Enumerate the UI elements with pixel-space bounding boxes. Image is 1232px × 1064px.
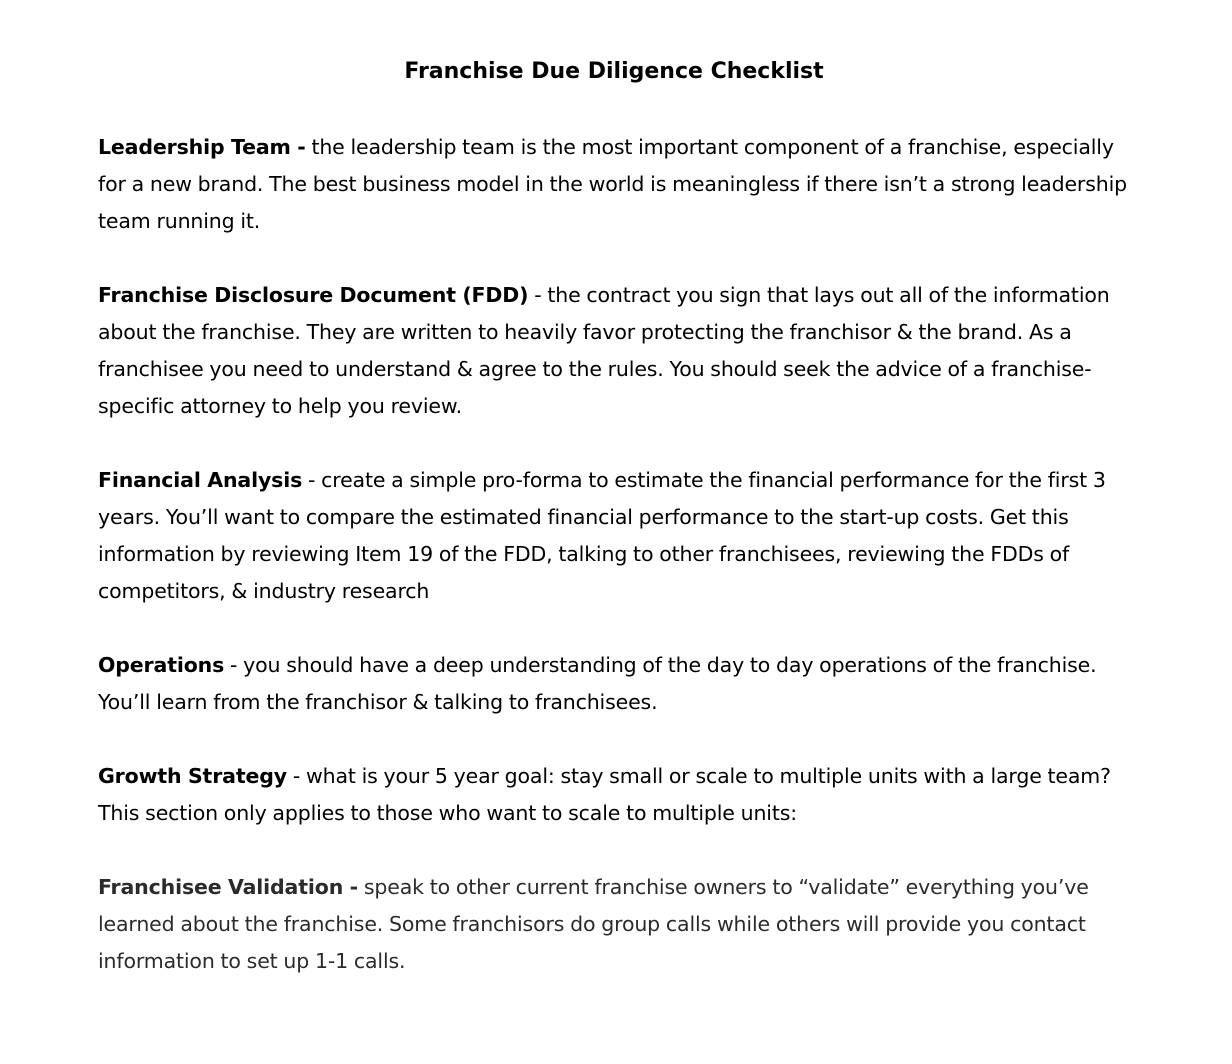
section-text: - what is your 5 year goal: stay small or scale to multiple units with a large team? This section only applies to those who want to scale to multiple units: — [98, 764, 1111, 825]
section-text: - create a simple pro-forma to estimate the financial performance for the first 3 years. You’ll want to compare the estimated financial performance to the start-up costs. Get this information by reviewing Item 19 of the FDD, talking to other franchisees, reviewing the FDDs of competitors, & industry research — [98, 468, 1106, 603]
section-label: Franchisee Validation - — [98, 875, 358, 899]
document-page — [98, 55, 1138, 980]
section-leadership-team — [98, 129, 1138, 240]
section-label: Operations — [98, 653, 225, 677]
section-text: - the contract you sign that lays out all of the information about the franchise. They are written to heavily favor protecting the franchisor & the brand. As a franchisee you need to understand & agree to the rules. You should seek the advice of a franchise-specific attorney to help you review. — [98, 283, 1110, 418]
spacer — [98, 425, 1138, 462]
section-franchisee-validation — [98, 869, 1138, 980]
spacer — [98, 721, 1138, 758]
section-fdd — [98, 277, 1138, 425]
section-growth-strategy — [98, 758, 1138, 832]
spacer — [98, 240, 1138, 277]
section-financial-analysis — [98, 462, 1138, 610]
section-label: Leadership Team - — [98, 135, 306, 159]
section-text: the leadership team is the most important component of a franchise, especially for a new brand. The best business model in the world is meaningless if there isn’t a strong leadership team running it. — [98, 135, 1127, 233]
spacer — [98, 610, 1138, 647]
spacer — [98, 89, 1138, 129]
document-title: Franchise Due Diligence Checklist — [404, 59, 824, 84]
section-label: Franchise Disclosure Document (FDD) — [98, 283, 529, 307]
section-text: - you should have a deep understanding of the day to day operations of the franchise. You’ll learn from the franchisor & talking to franchisees. — [98, 653, 1097, 714]
section-operations — [98, 647, 1138, 721]
section-label: Growth Strategy — [98, 764, 287, 788]
spacer — [98, 832, 1138, 869]
section-text: speak to other current franchise owners to “validate” everything you’ve learned about the franchise. Some franchisors do group calls while others will provide you contact information to set up 1-1 calls. — [98, 875, 1089, 973]
section-label: Financial Analysis — [98, 468, 303, 492]
